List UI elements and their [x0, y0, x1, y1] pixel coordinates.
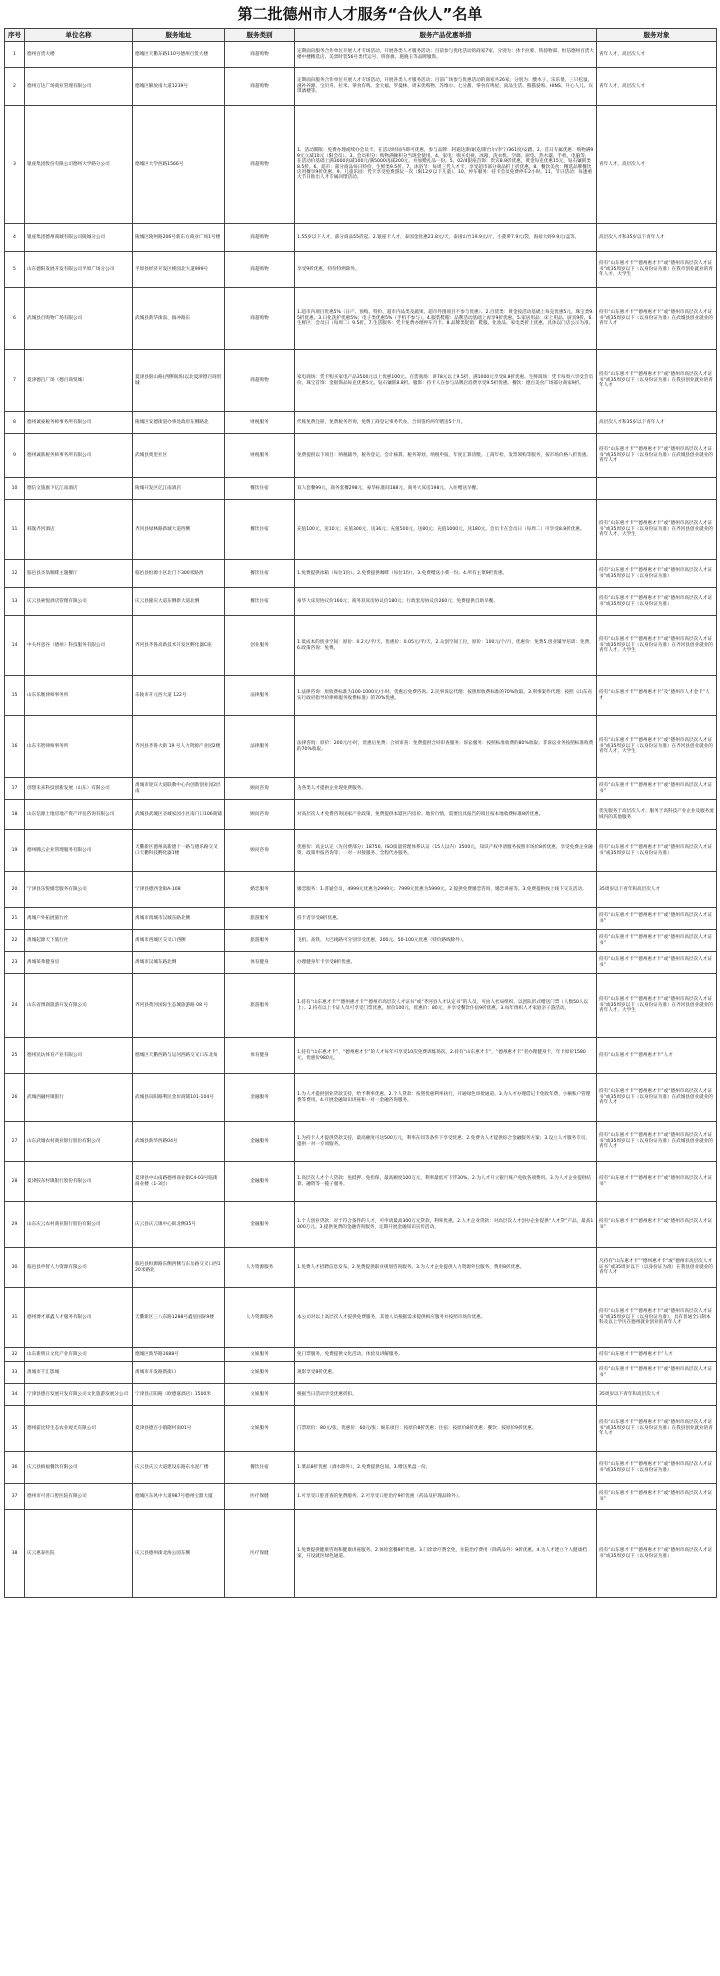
service-address: 陵城开发区亿江南酒店: [133, 478, 225, 500]
service-target: 高层次人才和35岁以下青年人才: [597, 224, 717, 252]
service-category: 人力资源服务: [225, 1248, 295, 1288]
service-target: 持有“山东惠才卡”“德州惠才卡”或“德州市高层次人才证书”或35周岁以下（以身份证为准）在武城县创业就业的青年人才: [597, 1122, 717, 1162]
service-category: 旅游服务: [225, 974, 295, 1038]
row-number: 4: [5, 224, 25, 252]
row-number: 11: [5, 500, 25, 560]
table-row: [5, 106, 717, 224]
service-measures: 1.55岁以下人才，部分商品55折起。2.银座卡人才，泰国金优惠23.8元/天，泰国山竹19.9元/斤，小菠萝7.9元/袋，海盐大虾9.9元/盒等。: [295, 224, 597, 252]
service-measures: 1.免费提供冰箱（每位1份）。2.免费提供咖啡（每位1份）。3.免费赠送小菜一份。4.所有主菜9折优惠。: [295, 560, 597, 588]
unit-name: 德州诚新税务师事务所有限公司: [25, 434, 133, 478]
row-number: 30: [5, 1248, 25, 1288]
service-measures: 享受9折优惠，特价特例除外。: [295, 252, 597, 288]
service-category: 法律服务: [225, 716, 295, 778]
service-category: 医疗保健: [225, 1510, 295, 1598]
row-number: 13: [5, 588, 25, 616]
service-address: 陵城区陵州路206号新东方商业广场1号楼: [133, 224, 225, 252]
service-target: 持有“山东惠才卡”“德州惠才卡”或“德州市高层次人才证书”或35周岁以下（以身份证为准）在我县创业就业的青年人才: [597, 1406, 717, 1452]
table-row: [5, 952, 717, 974]
service-address: 宁津县德西金街A-108: [133, 872, 225, 908]
service-address: 宁津县正阳路（欧德嘉酒店）1500米: [133, 1384, 225, 1406]
service-address: 禹城市西城区交叉口西侧: [133, 930, 225, 952]
service-category: 金融服务: [225, 1162, 295, 1202]
table-row: [5, 1484, 717, 1510]
service-measures: 定期面向服务合作单位开展人才专场活动，开展各类人才服务活动；目前广场参与优惠活动的商家共26家，分别为：酸木子、乐乐菜、三只松鼠、滋补养源、宝贝舟、拉米、零食有鸣、金大福、罗曼林、周末优购物、苏维尔、七分甜、零食有鸣屋、尚品生活、熊猫爱购、HINS、开心人儿、宾琪酒楼等。: [295, 68, 597, 106]
table-row: [5, 1384, 717, 1406]
service-measures: 1.可享受口腔普查的免费服务。2.可享受口腔治疗9折优惠（药品及护理品除外）。: [295, 1484, 597, 1510]
unit-name: 临邑县申智人力资源有限公司: [25, 1248, 133, 1288]
service-address: 乐陵市开元西大道 122号: [133, 676, 225, 716]
unit-name: 庆云县缤福餐饮有限公司: [25, 1452, 133, 1484]
unit-name: 夏津胶东村镇银行股份有限公司: [25, 1162, 133, 1202]
service-category: 顾问咨询: [225, 778, 295, 800]
row-number: 21: [5, 908, 25, 930]
table-row: [5, 350, 717, 412]
service-measures: 观影享受8折优惠。: [295, 1362, 597, 1384]
table-row: [5, 42, 717, 68]
unit-name: 庆云县索悦酒店管理有限公司: [25, 588, 133, 616]
service-category: 文娱服务: [225, 1406, 295, 1452]
table-row: [5, 224, 717, 252]
row-number: 24: [5, 974, 25, 1038]
service-measures: 家电商场：凭卡购买家电产品3500元以上优惠100元。百货商场：讲78元以上9.5折，满1000元享受8.8折优惠。生鲜商场：凭卡每周六享受会员价。珠宝首饰：金银饰品每克优惠5元，钻石镶嵌8.8折。服饰：持卡人在参与品牌店消费享受9.5折优惠。餐饮：德百美食广场部分商家9折。: [295, 350, 597, 412]
row-number: 17: [5, 778, 25, 800]
service-measures: 1.超市内项目优惠5%（日产、预购、特价、超市内品类及蔬果、超市外围项目不参与优惠）。2.百货类：黄金按活动基础上每克优惠5元，珠宝类9.5折优惠。3.日化洗护优惠5%；电子类优惠5%（手机不参与）。4.服装鞋帽：品牌活动基础上再享9折优惠。5.家居用品：床上用品、厨具9折。6.生鲜区：会员日（每周二）9.5折。7.生活服务：凭卡免费办理停车月卡。8.品牌类促销：鞋服、化妆品、家电类折上优惠，具体以门店公示为准。: [295, 288, 597, 350]
service-address: 天衢新区三八东路1288号鑫星国际9楼: [133, 1288, 225, 1348]
service-address: 武城县向阳路利民金岸商铺101-104号: [133, 1074, 225, 1122]
service-category: 金融服务: [225, 1122, 295, 1162]
row-number: 22: [5, 930, 25, 952]
col-header-no: 序号: [5, 29, 25, 42]
service-address: 禹城市迎宾大道联教中心内创新创业园2层南: [133, 778, 225, 800]
service-measures: 1.为持卡人才提供贷款支持，最高额度可达500万元，利率在同等条件下享受优惠；2.免费为人才提供综合金融服务方案；3.设立人才服务专员，提供一对一专项服务。: [295, 1122, 597, 1162]
unit-name: 山东省博润旅游开发有限公司: [25, 974, 133, 1038]
service-target: 持有“山东惠才卡”“德州惠才卡”或“德州市高层次人才证书”或35周岁以下（以身份证为准）在武城县创业就业的青年人才: [597, 288, 717, 350]
service-address: 天衢新区德州高新德十一路与德乐路交叉口天衢科技孵化器1楼: [133, 830, 225, 872]
table-row: [5, 1248, 717, 1288]
unit-name: 山东信源土地房地产资产评估咨询有限公司: [25, 800, 133, 830]
row-number: 20: [5, 872, 25, 908]
service-target: 持有“山东惠才卡”“德州惠才卡”或“德州市高层次人才证书”: [597, 930, 717, 952]
service-measures: 婚恋服务：1.普通会员，4999元优惠为2999元；7999元优惠为5999元。2.提供免费婚恋咨询、婚恋讲座等。3.免费提供线上线下交友活动。: [295, 872, 597, 908]
unit-name: 德州霍比特生态农业观光有限公司: [25, 1406, 133, 1452]
service-target: 持有“山东惠才卡”“德州惠才卡”或“德州市高层次人才证书”或35周岁以下（以身份证为准）: [597, 588, 717, 616]
service-address: 齐河县齐鲁大街 19 号人力资源产业园2楼: [133, 716, 225, 778]
unit-name: 银座集团德州商城有限公司陵城分公司: [25, 224, 133, 252]
service-measures: 办理健身年卡享受8折优惠。: [295, 952, 597, 974]
service-address: 德城区新华路1688号: [133, 1348, 225, 1362]
service-category: 法律服务: [225, 676, 295, 716]
service-category: 商超购物: [225, 68, 295, 106]
table-row: [5, 1038, 717, 1074]
table-row: [5, 500, 717, 560]
service-address: 夏津县中山南路德州商业街C4-03号临街商业楼（1-3层）: [133, 1162, 225, 1202]
service-category: 金融服务: [225, 1202, 295, 1248]
service-target: 持有“山东惠才卡”“德州惠才卡”或“德州市高层次人才证书”: [597, 1202, 717, 1248]
service-target: 持有“山东惠才卡”“德州惠才卡”及“德州市人才金卡”人才: [597, 676, 717, 716]
row-number: 2: [5, 68, 25, 106]
service-address: 临邑县恒源路东侧西侧与东岳路交叉口西120米路北: [133, 1248, 225, 1288]
service-address: 武城县新华西路04号: [133, 1122, 225, 1162]
service-category: 餐饮住宿: [225, 478, 295, 500]
service-measures: 持卡者享受8折优惠。: [295, 908, 597, 930]
row-number: 25: [5, 1038, 25, 1074]
service-target: 凡持有“山东惠才卡”“德州惠才卡”或“德州市高层次人才证书”或35周岁以下（以身份证为准）在我县创业就业的青年人才: [597, 1248, 717, 1288]
table-row: [5, 1288, 717, 1348]
service-target: 持有“山东惠才卡”“德州惠才卡”或“德州市高层次人才证书”: [597, 952, 717, 974]
row-number: 18: [5, 800, 25, 830]
service-category: 商超购物: [225, 288, 295, 350]
table-row: [5, 1074, 717, 1122]
row-number: 27: [5, 1122, 25, 1162]
unit-name: 德州民坊体育产业有限公司: [25, 1038, 133, 1074]
table-row: [5, 716, 717, 778]
service-target: 持有“山东惠才卡”“德州惠才卡”或“德州市高层次人才证书”: [597, 1484, 717, 1510]
unit-name: 德州诚豪税务师事务所有限公司: [25, 412, 133, 434]
service-address: 武城县奥里社区: [133, 434, 225, 478]
service-category: 旅游服务: [225, 930, 295, 952]
unit-name: 德州腾云企业管理服务有限公司: [25, 830, 133, 872]
unit-name: 山东新明日文化产业有限公司: [25, 1348, 133, 1362]
table-row: [5, 616, 717, 676]
table-header-row: [5, 29, 717, 42]
service-target: 优先服务于高层次人才；服务于高科技产业企业及服务流域内的其他服务: [597, 800, 717, 830]
service-address: 齐河县绿林路新城大道西侧: [133, 500, 225, 560]
service-category: 文娱服务: [225, 1362, 295, 1384]
service-target: 持有“山东惠才卡”“德州惠才卡”或“德州市高层次人才证书”或35周岁以下（以身份证为准）: [597, 1452, 717, 1484]
service-target: 持有“山东惠才卡”“德州惠才卡”或“德州市高层次人才证书”或35周岁以下（以身份证为准）: [597, 830, 717, 872]
partners-table: [4, 28, 717, 1598]
service-target: 持有“山东惠才卡”“德州惠才卡”或“德州市高层次人才证书”或35周岁以下（以身份证为准）在齐河县创业就业的青年人才、大学生: [597, 616, 717, 676]
service-address: 武城县新华街南、倘冲路东: [133, 288, 225, 350]
service-measures: 根据当日活动享受优惠折扣。: [295, 1384, 597, 1406]
service-category: 金融服务: [225, 1074, 295, 1122]
unit-name: 夏津德百广场（德百商贸城）: [25, 350, 133, 412]
unit-name: 山东武城农村商业银行股份有限公司: [25, 1122, 133, 1162]
service-category: 文娱服务: [225, 1348, 295, 1362]
row-number: 35: [5, 1406, 25, 1452]
row-number: 14: [5, 616, 25, 676]
service-address: 庆云县庆云镇中心街北侧35号: [133, 1202, 225, 1248]
unit-name: 山东乐衡律师事务所: [25, 676, 133, 716]
service-category: 商超购物: [225, 252, 295, 288]
table-row: [5, 800, 717, 830]
service-target: 持有“山东惠才卡”“德州惠才卡”人才: [597, 1348, 717, 1362]
row-number: 34: [5, 1384, 25, 1406]
row-number: 5: [5, 252, 25, 288]
service-category: 顾问咨询: [225, 800, 295, 830]
service-category: 商超购物: [225, 106, 295, 224]
service-target: 持有“山东惠才卡”“德州惠才卡”或“德州市高层次人才证书”或35周岁以下（以身份证为准）: [597, 560, 717, 588]
row-number: 12: [5, 560, 25, 588]
row-number: 3: [5, 106, 25, 224]
service-measures: 飞机、高铁、大巴线路可分别享受优惠，200元、50-100元优惠（特价路线除外）。: [295, 930, 597, 952]
unit-name: 临邑县圣翁咖啡主题餐厅: [25, 560, 133, 588]
unit-name: 银座集团股份有限公司德州大学路分公司: [25, 106, 133, 224]
table-row: [5, 1362, 717, 1384]
unit-name: 禹城户外拓展旅行社: [25, 908, 133, 930]
service-address: 夏津县银山路(西侧商场)以北夏津德百商贸城: [133, 350, 225, 412]
service-target: 持有“山东惠才卡”“德州惠才卡”或“德州市高层次人才证书”或35周岁以下（以身份证为准）在齐河县创业就业的青年人才、大学生: [597, 974, 717, 1038]
document-title: 第二批德州市人才服务“合伙人”名单: [237, 5, 483, 23]
row-number: 23: [5, 952, 25, 974]
unit-name: 德州万达广场商业管理有限公司: [25, 68, 133, 106]
service-category: 餐饮住宿: [225, 588, 295, 616]
row-number: 31: [5, 1288, 25, 1348]
service-target: 持有“山东惠才卡”“德州惠才卡”或“德州市高层次人才证书”或35周岁以下（以身份证为准）在我县创业就业的青年人才: [597, 350, 717, 412]
row-number: 32: [5, 1348, 25, 1362]
service-address: 庆云县隆庆大道东侧新大道北侧: [133, 588, 225, 616]
service-target: [597, 478, 717, 500]
service-category: 顾问咨询: [225, 830, 295, 872]
unit-name: 德信文旅旗下亿江南酒店: [25, 478, 133, 500]
table-row: [5, 588, 717, 616]
table-row: [5, 676, 717, 716]
service-address: 夏津县德百小镇隋村南01号: [133, 1406, 225, 1452]
col-header-target: 服务对象: [597, 29, 717, 42]
service-category: 文娱服务: [225, 1384, 295, 1406]
col-header-address: 服务地址: [133, 29, 225, 42]
table-row: [5, 830, 717, 872]
service-measures: 1.高层次人才个人贷款：免抵押、免担保，最高额度100万元，利率最低可下浮30%。2.为人才开立银行账户免收各项费用。3.为人才企业提供结算、融资等一揽子服务。: [295, 1162, 597, 1202]
service-address: 庆云县庆云大道建设东路东水泥厂楼: [133, 1452, 225, 1484]
col-header-measures: 服务产品优惠举措: [295, 29, 597, 42]
service-measures: 代账免费注册，免费税务咨询，免费工商登记事务代办，合同签约两年赠送5个月。: [295, 412, 597, 434]
service-address: 齐河县黄河国际生态城旅游路 08 号: [133, 974, 225, 1038]
service-address: 德城区天衢东路110号德州百货大楼: [133, 42, 225, 68]
service-measures: 1.菜品8折优惠（酒水除外）。2.免费提供包间。3.赠送果盘一份。: [295, 1452, 597, 1484]
row-number: 6: [5, 288, 25, 350]
row-number: 37: [5, 1484, 25, 1510]
row-number: 33: [5, 1362, 25, 1384]
service-address: 德城区解放南大道1239号: [133, 68, 225, 106]
table-row: [5, 252, 717, 288]
service-target: 持有“山东惠才卡”“德州惠才卡”或“德州市高层次人才证书”: [597, 1362, 717, 1384]
service-address: 陵城区安德街道办事处政府东侧路北: [133, 412, 225, 434]
service-target: 持有“山东惠才卡”“德州惠才卡”或“德州市高层次人才证书”: [597, 1162, 717, 1202]
service-address: 庆云县德州街北海公园东侧: [133, 1510, 225, 1598]
service-category: 商超购物: [225, 224, 295, 252]
unit-name: 禹城莱弗健身房: [25, 952, 133, 974]
service-category: 创业服务: [225, 616, 295, 676]
table-row: [5, 1510, 717, 1598]
service-measures: 1.个人创业贷款：对于符合条件的人才，可申请最高300万元贷款，利率优惠。2.人才企业贷款：对高层次人才创办企业提供“人才贷”产品，最高1000万元。3.提供免费的金融咨询服务，定期开展金融知识宣传活动。: [295, 1202, 597, 1248]
service-target: 高层次人才和35岁以下青年人才: [597, 412, 717, 434]
service-measures: 本公司对以上高层次人才提供免费服务，其他人员根据需求提供相应服务并按照市场价优惠。: [295, 1288, 597, 1348]
table-row: [5, 478, 717, 500]
unit-name: 山东韦智律师事务所: [25, 716, 133, 778]
row-number: 36: [5, 1452, 25, 1484]
unit-name: 德州博才慕鑫人才服务有限公司: [25, 1288, 133, 1348]
service-category: 医疗保健: [225, 1484, 295, 1510]
service-target: 35周岁以下青年和高层次人才: [597, 872, 717, 908]
service-measures: 1.持有“山东惠才卡”，“德州惠才卡”的人才每年可享受10次免费训练场次。2.持有“山东惠才卡”，“德州惠才卡”者办理健身卡，年卡原价1580元，优惠价980元。: [295, 1038, 597, 1074]
service-category: 婚恋服务: [225, 872, 295, 908]
service-measures: 1、活动期限：免费办理或续办会员卡，在活动时间内即可优惠，参与品牌：阿迪达斯/耐克/斯台尔/李宁/361度/安踏。2、首日专属优惠：购物满99元立减10元（限会员）。3、会员积分：购物满额积分当现金使用。4、家电：购买电视、冰箱、洗衣机、空调、厨电、热水器、手机、电脑等，在活动价基础上满3000再减100元/满5000再减200元，并加赠礼品一份。5、02/4银座首饰：贵宾8.8折优惠，黄金每克优惠15元，钻石镶嵌类8.5折。6、超市：部分商品每日特价，生鲜类9.5折。7、沐浴节：每周三凭人才卡，享受超市部分商品折上折优惠。8、餐饮美食：精选品牌餐饮店用餐享9折优惠。9、儿童乐园：凭卡享受免费游玩一次（限12岁以下儿童）。10、停车服务：持卡会员免费停车2小时。11、节日活动：每逢重大节日推出人才专属回馈活动。: [295, 106, 597, 224]
table-row: [5, 930, 717, 952]
service-measures: 1.为人才提供创业贷款支持，给予利率优惠。2.个人贷款：按照优惠利率执行，开通绿色审批通道。3.为人才办理借记卡免收年费、小额账户管理费等费用。4.开展金融知识讲座和一对一金融咨询服务。: [295, 1074, 597, 1122]
row-number: 28: [5, 1162, 25, 1202]
service-category: 体育健身: [225, 952, 295, 974]
service-address: 齐河县齐鲁高新技术开发区孵化器C座: [133, 616, 225, 676]
table-row: [5, 560, 717, 588]
service-address: 临邑县恒源小区北门下300米路西: [133, 560, 225, 588]
unit-name: 禹城市千汇影城: [25, 1362, 133, 1384]
row-number: 10: [5, 478, 25, 500]
col-header-category: 服务类别: [225, 29, 295, 42]
service-target: 持有“山东惠才卡”“德州惠才卡”或“德州市高层次人才证书”或35周岁以下（以身份证为准）: [597, 1510, 717, 1598]
row-number: 9: [5, 434, 25, 478]
service-target: 青年人才、高层次人才: [597, 106, 717, 224]
unit-name: 韩逸齐河酒店: [25, 500, 133, 560]
table-row: [5, 1406, 717, 1452]
table-row: [5, 1452, 717, 1484]
unit-name: 宁津县德百发展开发有限公司文化旅游发展分公司: [25, 1384, 133, 1406]
table-row: [5, 1162, 717, 1202]
service-measures: 免费提供以下项目：纳税辅导，税务登记，会计核算，税务筹划，纳税申报，年度汇算清缴，工商年检，发票领购等服务，按市场价格八折优惠。: [295, 434, 597, 478]
row-number: 19: [5, 830, 25, 872]
table-row: [5, 778, 717, 800]
table-row: [5, 1348, 717, 1362]
service-measures: 1.免费人才招聘信息发布。2.免费提供职业规划咨询服务。3.为人才企业提供人力资源外包服务，费用8折优惠。: [295, 1248, 597, 1288]
table-row: [5, 412, 717, 434]
table-row: [5, 68, 717, 106]
unit-name: 山东德阳发展开发有限公司平原广场分公司: [25, 252, 133, 288]
service-address: 德城区东风中大道987号德州宝鼎大厦: [133, 1484, 225, 1510]
service-target: 持有“山东惠才卡”“德州惠才卡”人才: [597, 1038, 717, 1074]
service-measures: 对高层次人才免费咨询国家产业政策，免费提供本辖区内房价、地价行情，需要出具报告的项目按本地收费标准8折优惠。: [295, 800, 597, 830]
row-number: 8: [5, 412, 25, 434]
service-measures: 免门票服务，免费提供文化活动、体验及讲解服务。: [295, 1348, 597, 1362]
service-measures: 1.免费提供健康咨询和健康讲座服务。2.体检套餐8折优惠。3.门诊诊疗费全免，住院治疗费用（除药品外）9折优惠。4.为人才建立个人健康档案，开设就医绿色通道。: [295, 1510, 597, 1598]
unit-name: 宁津县乐悦婚恋服务有限公司: [25, 872, 133, 908]
row-number: 26: [5, 1074, 25, 1122]
service-address: 禹城市禹城市汉城东路北侧: [133, 908, 225, 930]
service-target: 持有“山东惠才卡”“德州惠才卡”或“德州市高层次人才证书”或35周岁以下（以身份证为准）在齐河县创业就业的青年人才、大学生: [597, 500, 717, 560]
row-number: 16: [5, 716, 25, 778]
service-measures: 法律咨询：原价：200元/小时，优惠后免费；合同审查：免费提供合同审查服务；诉讼服务：按照标准收费的80%收取；非诉讼业务按照标准收费的70%收取。: [295, 716, 597, 778]
service-target: 持有“山东惠才卡”“德州惠才卡”或“德州市高层次人才证书”或35周岁以下（以身份证为准）在武城县创业就业的青年人才: [597, 1074, 717, 1122]
col-header-name: 单位名称: [25, 29, 133, 42]
row-number: 15: [5, 676, 25, 716]
unit-name: 创想未来科技创新发展（山东）有限公司: [25, 778, 133, 800]
service-category: 商超购物: [225, 42, 295, 68]
unit-name: 德州市可普口腔医院有限公司: [25, 1484, 133, 1510]
service-address: 德城区大学西路1566号: [133, 106, 225, 224]
service-measures: 1.法律咨询：原收费标准为100-1000元/小时，优惠后免费咨询。2.民事诉讼代理：按照原收费标准的70%收取。3.刑事案件代理：按照《山东省实行政府指导价律师服务收费标准》的70%优惠。: [295, 676, 597, 716]
unit-name: 中关村意谷（德州）科技服务有限公司: [25, 616, 133, 676]
row-number: 1: [5, 42, 25, 68]
service-address: 武城县武城区圣城家园小区南门口106商铺: [133, 800, 225, 830]
service-target: 持有“山东惠才卡”“德州惠才卡”或“德州市高层次人才证书”: [597, 908, 717, 930]
service-category: 餐饮住宿: [225, 560, 295, 588]
unit-name: 山东庆云农村商业银行股份有限公司: [25, 1202, 133, 1248]
service-category: 餐饮住宿: [225, 500, 295, 560]
service-measures: 门票原价：80元/张，优惠价：60元/张；娱乐项目：按原价8折优惠；住宿：按原价8折优惠；餐饮：按原价9折优惠。: [295, 1406, 597, 1452]
service-measures: 豪华大床房协议价160元；商务双床房协议价180元；行政套房协议价260元；免费提供自助早餐。: [295, 588, 597, 616]
table-row: [5, 974, 717, 1038]
service-category: 人力资源服务: [225, 1288, 295, 1348]
unit-name: 德州百货大楼: [25, 42, 133, 68]
service-measures: 1.低成本的创业空间：原价：0.2元/平/天，优惠价：0.05元/平/天，2.众创空间工位，原价：100元/个/月，优惠价：免费5.创业辅导培训：免费，6.政策咨询：免费。: [295, 616, 597, 676]
row-number: 38: [5, 1510, 25, 1598]
service-measures: 充值100元，送10元；充值300元，送36元；充值500元，送80元；充值1000元，送180元。会员卡在会员日（每周二）可享受8.8折优惠。: [295, 500, 597, 560]
unit-name: 禹城起源天下旅行社: [25, 930, 133, 952]
service-category: 财税服务: [225, 412, 295, 434]
unit-name: 武城县百购物广场有限公司: [25, 288, 133, 350]
service-target: 35周岁以下青年和高层次人才: [597, 1384, 717, 1406]
table-row: [5, 434, 717, 478]
service-category: 旅游服务: [225, 908, 295, 930]
table-row: [5, 1122, 717, 1162]
service-category: 餐饮住宿: [225, 1452, 295, 1484]
service-address: 禹城市汉城东路北侧: [133, 952, 225, 974]
service-measures: 双人套餐99元，商务套餐298元，豪华标准间188元，商务大床房198元。入住赠送早餐。: [295, 478, 597, 500]
unit-name: 庆云惠泰医院: [25, 1510, 133, 1598]
service-target: 持有“山东惠才卡”“德州惠才卡”或“德州市高层次人才证书”或35周岁以下（以身份证为准）在齐河县创业就业的青年人才、大学生: [597, 716, 717, 778]
row-number: 29: [5, 1202, 25, 1248]
service-measures: 优惠价：高企认定（先付费部分）18750。ISO质量管理体系认证（15人以内）3500元，知识产权申请服务按照市场价8折优惠，享受免费企业融资、政策申报咨询等；一对一对接服务、全程代办服务。: [295, 830, 597, 872]
service-target: 持有“山东惠才卡”“德州惠才卡”或“德州市高层次人才证书”或35周岁以下（以身份证为准），具有普通全日制本科及以上学历在德州就业创业的青年人才: [597, 1288, 717, 1348]
table-row: [5, 908, 717, 930]
service-measures: 定期面向服务合作单位开展人才专场活动，开展各类人才服务活动；目前参与优化活动的商家7家，分别为：体卡拉蒙、铁骑物部、恒信德州百货大楼中楼精选店、美景时装56号类代运号、班客旗、施晓玉等品牌服饰。: [295, 42, 597, 68]
row-number: 7: [5, 350, 25, 412]
service-measures: 为各类人才提供企业现免费服务。: [295, 778, 597, 800]
service-address: 禹城市开发路新街口: [133, 1362, 225, 1384]
service-target: 青年人才、高层次人才: [597, 68, 717, 106]
service-target: 持有“山东惠才卡”“德州惠才卡”或“德州市高层次人才证书”或35周岁以下（以身份证为准）在武城县创业就业的青年人才: [597, 434, 717, 478]
service-target: 青年人才、高层次人才: [597, 42, 717, 68]
table-row: [5, 872, 717, 908]
service-category: 财税服务: [225, 434, 295, 478]
unit-name: 武城西融村镇银行: [25, 1074, 133, 1122]
service-category: 商超购物: [225, 350, 295, 412]
service-address: 平原县经济开发区桃园北大道999号: [133, 252, 225, 288]
service-address: 德城区天衢西路与运河西路交叉口东北角: [133, 1038, 225, 1074]
service-category: 体育健身: [225, 1038, 295, 1074]
table-row: [5, 1202, 717, 1248]
table-row: [5, 288, 717, 350]
service-target: 持有“山东惠才卡”“德州惠才卡”或“德州市高层次人才证书”或35周岁以下（以身份证为准）在我市创业就业的青年人才、大学生: [597, 252, 717, 288]
service-measures: 1.持有“山东惠才卡”“德州惠才卡”“德州市高层次人才证书”或“齐河县人才认定书”的人员，可由人社局组织，以团队形式赠送门票（人数50人以上）。2.持有以上卡证人员可享受门票优惠，原价100元，优惠价：80元，并享受餐饮住宿9折优惠。3.每年组织人才家庭亲子游活动。: [295, 974, 597, 1038]
service-target: 持有“山东惠才卡”“德州惠才卡”或“德州市高层次人才证书”: [597, 778, 717, 800]
